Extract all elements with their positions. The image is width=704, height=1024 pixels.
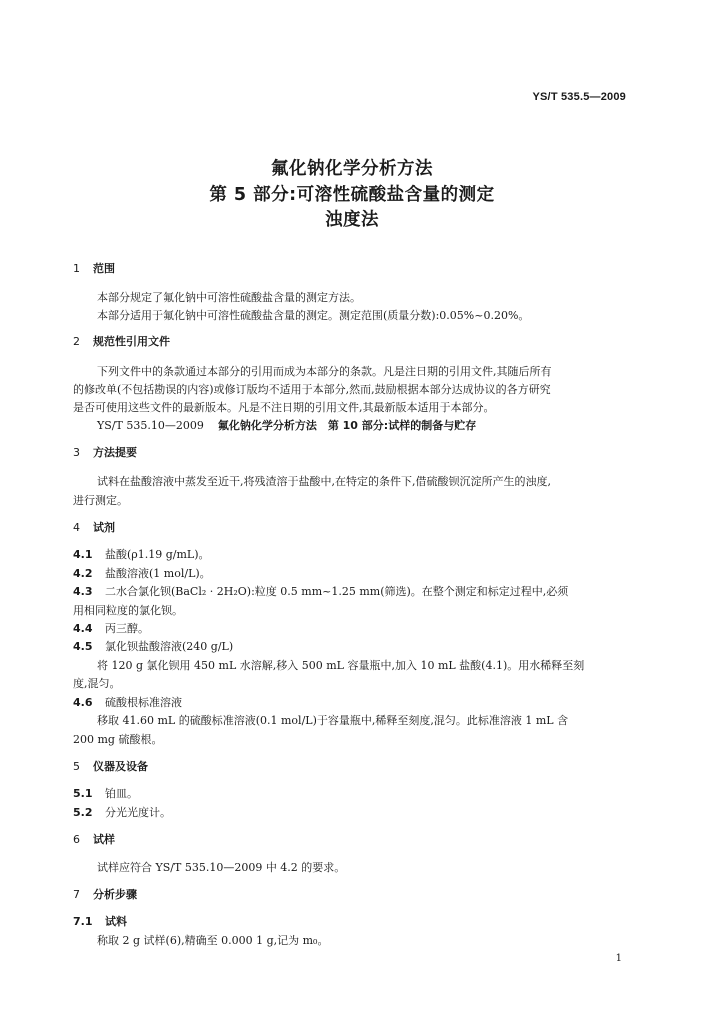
item-5-2 bbox=[73, 806, 171, 820]
reference-code: YS/T 535.10—2009 bbox=[97, 419, 204, 432]
section-2-line-3: 是否可使用这些文件的最新版本。凡是不注日期的引用文件,其最新版本适用于本部分。 bbox=[73, 401, 495, 414]
section-2-heading bbox=[73, 335, 170, 349]
document-title-line-3: 浊度法 bbox=[325, 210, 379, 230]
section-5-heading bbox=[73, 760, 148, 774]
item-number: 4.1 bbox=[73, 548, 93, 561]
section-1-paragraph-1: 本部分规定了氟化钠中可溶性硫酸盐含量的测定方法。 bbox=[97, 291, 361, 304]
section-3-line-1: 试料在盐酸溶液中蒸发至近干,将残渣溶于盐酸中,在特定的条件下,借硫酸钡沉淀所产生的浊度, bbox=[97, 475, 551, 488]
section-6-paragraph: 试样应符合 YS/T 535.10—2009 中 4.2 的要求。 bbox=[97, 861, 346, 874]
item-5-1 bbox=[73, 787, 138, 801]
item-4-6-line-2: 200 mg 硫酸根。 bbox=[73, 733, 163, 746]
section-2-line-1: 下列文件中的条款通过本部分的引用而成为本部分的条款。凡是注日期的引用文件,其随后所有 bbox=[97, 365, 552, 378]
item-4-6 bbox=[73, 696, 182, 710]
section-number: 4 bbox=[73, 521, 80, 534]
page-number: 1 bbox=[615, 953, 622, 964]
item-text: 丙三醇。 bbox=[105, 622, 149, 635]
item-text: 分光光度计。 bbox=[105, 806, 171, 819]
section-number: 7 bbox=[73, 888, 80, 901]
item-4-5-line-2: 度,混匀。 bbox=[73, 677, 121, 690]
item-number: 4.5 bbox=[73, 640, 93, 653]
section-title: 范围 bbox=[93, 262, 115, 275]
item-4-1 bbox=[73, 548, 210, 562]
item-7-1 bbox=[73, 915, 127, 929]
item-4-5 bbox=[73, 640, 233, 654]
standard-code: YS/T 535.5—2009 bbox=[532, 91, 626, 103]
section-title: 分析步骤 bbox=[93, 888, 137, 901]
section-1-heading bbox=[73, 262, 115, 276]
item-text: 盐酸(ρ1.19 g/mL)。 bbox=[105, 548, 210, 561]
item-text: 盐酸溶液(1 mol/L)。 bbox=[105, 567, 211, 580]
document-title-line-2: 第 5 部分:可溶性硫酸盐含量的测定 bbox=[209, 185, 495, 205]
item-4-2 bbox=[73, 567, 211, 581]
reference-title: 氟化钠化学分析方法 第 10 部分:试样的制备与贮存 bbox=[217, 419, 477, 432]
section-title: 规范性引用文件 bbox=[93, 335, 170, 348]
item-number: 4.4 bbox=[73, 622, 93, 635]
item-number: 5.1 bbox=[73, 787, 93, 800]
section-6-heading bbox=[73, 833, 115, 847]
item-text: 硫酸根标准溶液 bbox=[105, 696, 182, 709]
section-title: 试样 bbox=[93, 833, 115, 846]
section-number: 5 bbox=[73, 760, 80, 773]
document-title-line-1: 氟化钠化学分析方法 bbox=[271, 159, 433, 179]
section-number: 1 bbox=[73, 262, 80, 275]
section-3-line-2: 进行测定。 bbox=[73, 494, 128, 507]
section-title: 方法提要 bbox=[93, 446, 137, 459]
item-number: 4.2 bbox=[73, 567, 93, 580]
section-number: 3 bbox=[73, 446, 80, 459]
item-4-6-line-1: 移取 41.60 mL 的硫酸标准溶液(0.1 mol/L)于容量瓶中,稀释至刻度,混匀。此标准溶液 1 mL 含 bbox=[97, 714, 569, 727]
section-4-heading bbox=[73, 521, 115, 535]
item-number: 4.3 bbox=[73, 585, 93, 598]
section-number: 6 bbox=[73, 833, 80, 846]
item-text: 二水合氯化钡(BaCl₂ · 2H₂O):粒度 0.5 mm~1.25 mm(筛选)。在整个测定和标定过程中,必须 bbox=[105, 585, 569, 598]
item-number: 5.2 bbox=[73, 806, 93, 819]
section-title: 试剂 bbox=[93, 521, 115, 534]
item-4-4 bbox=[73, 622, 149, 636]
section-title: 仪器及设备 bbox=[93, 760, 148, 773]
section-7-heading bbox=[73, 888, 137, 902]
item-4-5-line-1: 将 120 g 氯化钡用 450 mL 水溶解,移入 500 mL 容量瓶中,加入 10 mL 盐酸(4.1)。用水稀释至刻 bbox=[97, 659, 585, 672]
item-text: 铂皿。 bbox=[105, 787, 138, 800]
normative-reference bbox=[97, 419, 476, 433]
section-3-heading bbox=[73, 446, 137, 460]
item-number: 4.6 bbox=[73, 696, 93, 709]
item-7-1-line-1: 称取 2 g 试样(6),精确至 0.000 1 g,记为 m₀。 bbox=[97, 934, 329, 947]
item-number: 7.1 bbox=[73, 915, 93, 928]
item-text: 试料 bbox=[105, 915, 127, 928]
section-number: 2 bbox=[73, 335, 80, 348]
item-4-3 bbox=[73, 585, 568, 599]
item-4-3-continuation: 用相同粒度的氯化钡。 bbox=[73, 604, 183, 617]
section-2-line-2: 的修改单(不包括勘误的内容)或修订版均不适用于本部分,然而,鼓励根据本部分达成协议的各方研究 bbox=[73, 383, 551, 396]
section-1-paragraph-2: 本部分适用于氟化钠中可溶性硫酸盐含量的测定。测定范围(质量分数):0.05%~0.20%。 bbox=[97, 309, 530, 322]
item-text: 氯化钡盐酸溶液(240 g/L) bbox=[105, 640, 234, 653]
